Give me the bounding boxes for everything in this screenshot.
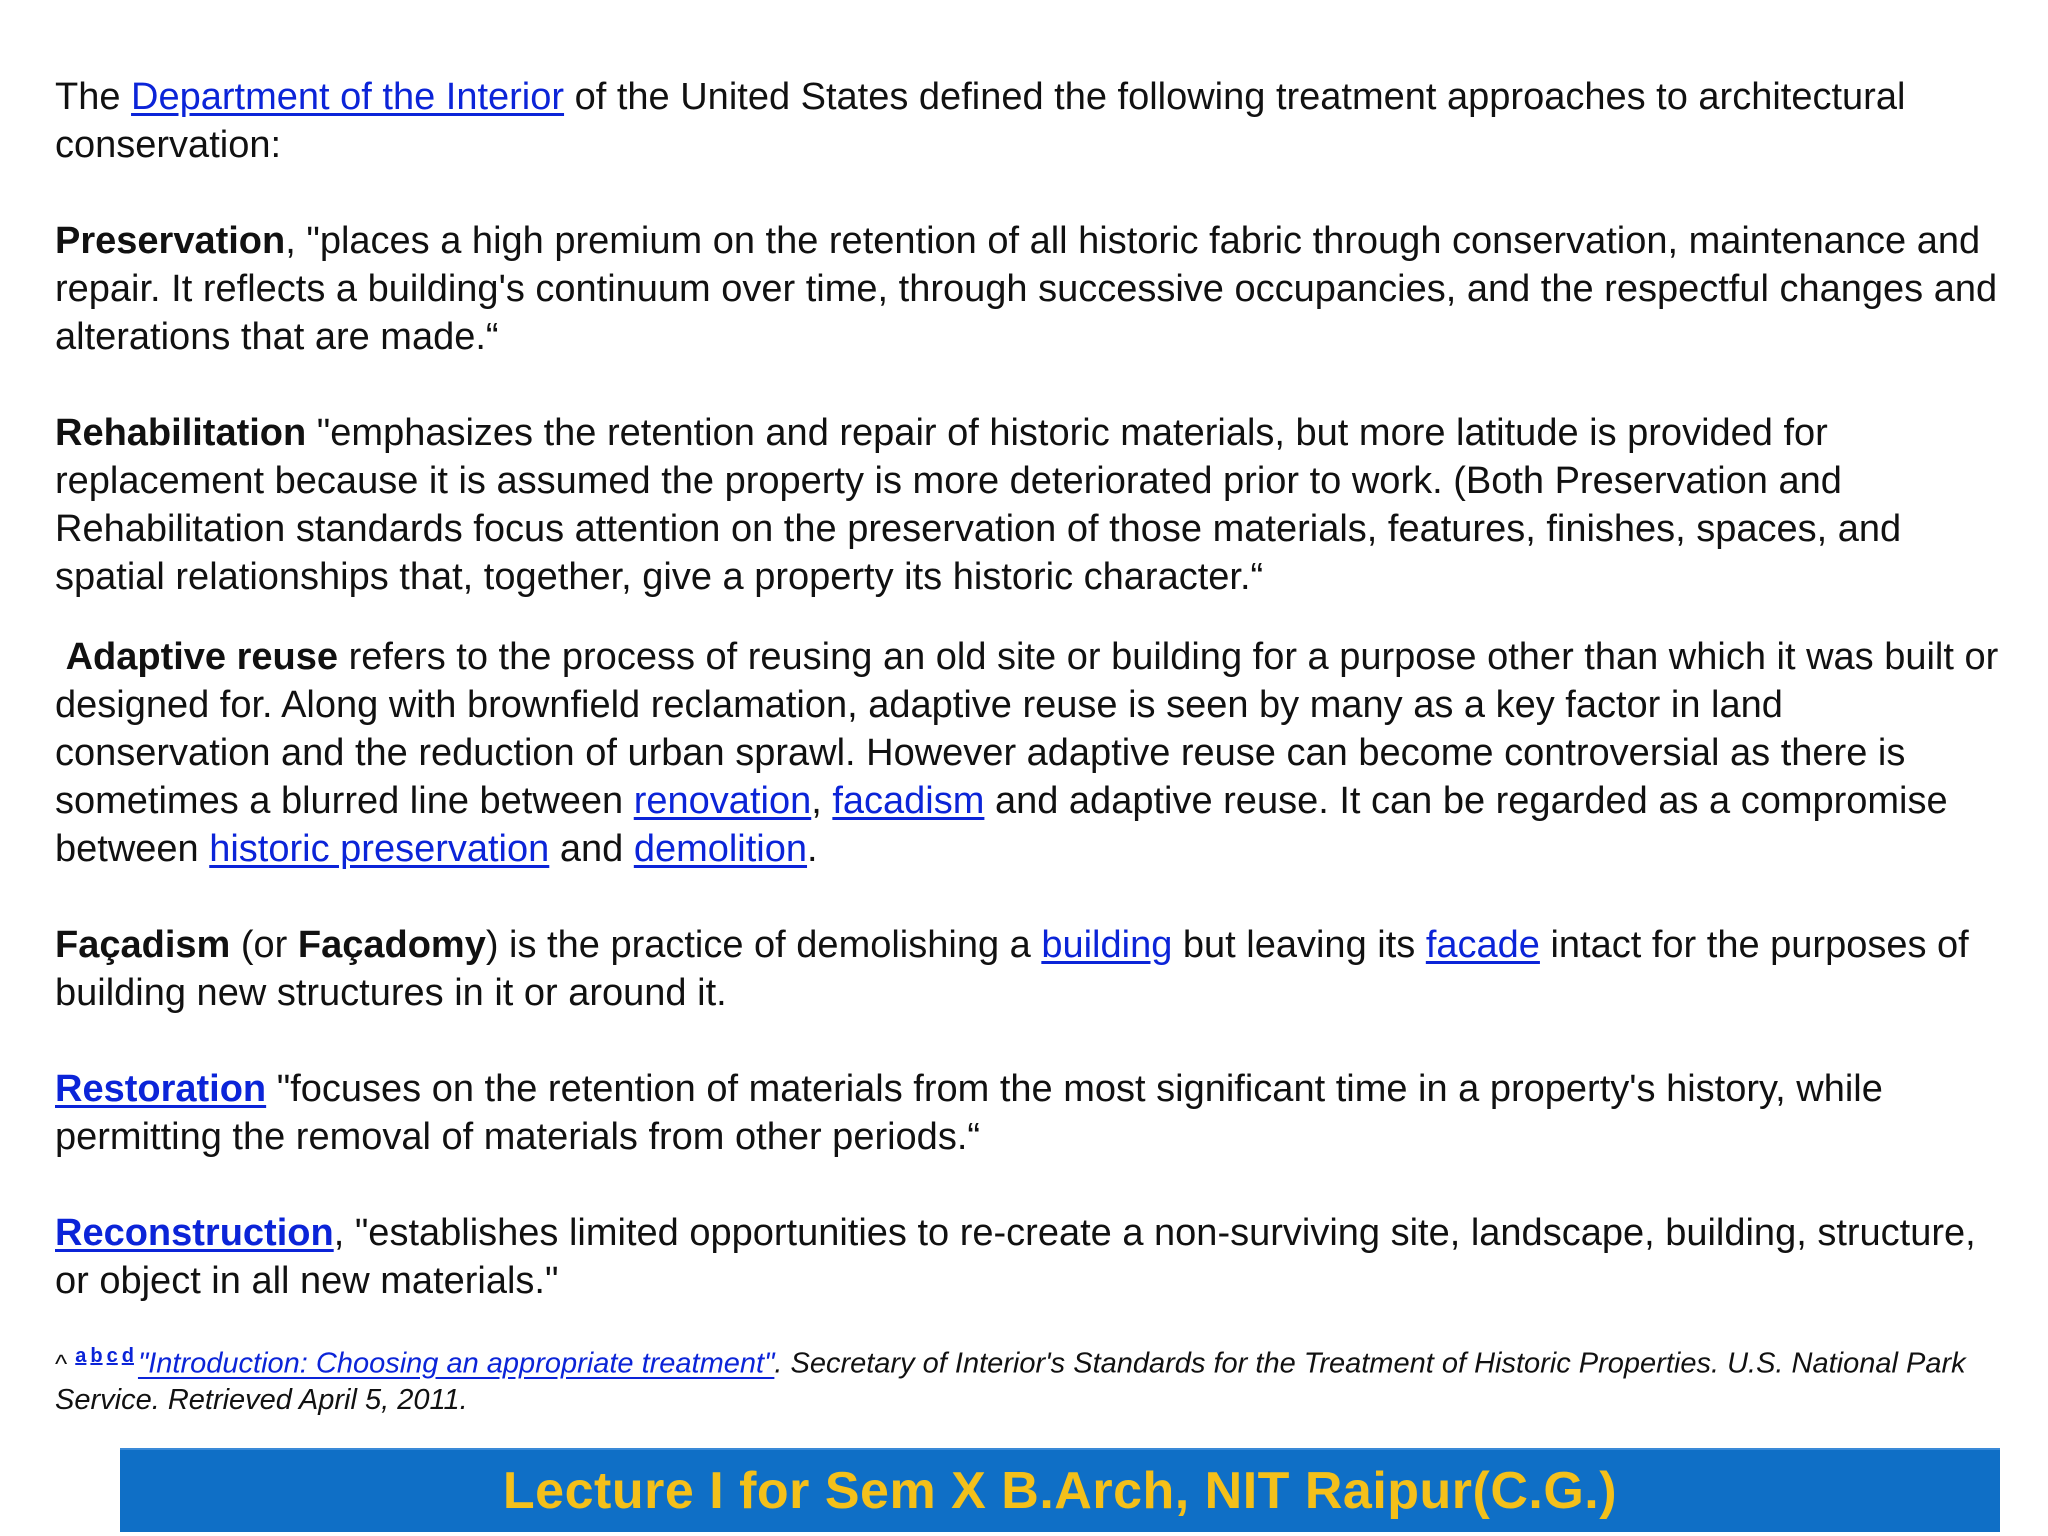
rehabilitation-paragraph [55, 409, 2005, 601]
restoration-paragraph [55, 1065, 2005, 1161]
footnote [55, 1337, 2005, 1418]
lecture-banner [120, 1448, 2000, 1532]
link-renovation[interactable]: renovation [633, 780, 812, 822]
footnote-link[interactable]: "Introduction: Choosing an appropriate treatment" [137, 1347, 775, 1380]
footnote-ref-d[interactable]: d [121, 1345, 134, 1367]
footnote-text: . Secretary of Interior's Standards for the Treatment of Historic Properties. U.S. National Park Service. Retrieved April 5, 2011. [55, 1347, 1966, 1416]
adaptive-reuse-text-1: refers to the process of reusing an old site or building for a purpose other than which it was built or designed for. Along with brownfield reclamation, adaptive reuse is seen by many as a key factor in land conservation and the reduction of urban sprawl. However adaptive reuse can become controversial as there is sometimes a blurred line between [55, 636, 1999, 822]
link-demolition[interactable]: demolition [633, 828, 808, 870]
adaptive-reuse-comma: , [811, 780, 833, 822]
facadism-text-2: but leaving its [1172, 924, 1426, 966]
footnote-ref-b[interactable]: b [90, 1345, 103, 1367]
facadism-text-3: intact for the purposes of building new structures in it or around it. [55, 924, 1969, 1014]
facadism-paragraph [55, 921, 2005, 1017]
footnote-ref-a[interactable]: a [75, 1345, 87, 1367]
slide-content [55, 73, 2005, 1447]
adaptive-reuse-and: and [549, 828, 634, 870]
link-facade[interactable]: facade [1425, 924, 1540, 966]
preservation-term: Preservation [55, 220, 286, 262]
footnote-refs [75, 1341, 138, 1368]
link-department-of-interior[interactable]: Department of the Interior [131, 76, 565, 118]
adaptive-reuse-paragraph [55, 633, 2005, 873]
rehabilitation-text: "emphasizes the retention and repair of historic materials, but more latitude is provided for replacement because it is assumed the property is more deteriorated prior to work. (Both Preservation and Rehabilitation standards focus attention on the preservation of those materials, features, finishes, spaces, and spatial relationships that, together, give a property its historic character.“ [55, 412, 1902, 598]
adaptive-reuse-text-2: and adaptive reuse. It can be regarded as a compromise between [55, 780, 1948, 870]
footnote-ref-c[interactable]: c [106, 1345, 118, 1367]
intro-text-before: The [55, 76, 132, 118]
facadism-term: Façadism [55, 924, 231, 966]
preservation-paragraph [55, 217, 2005, 361]
footnote-caret: ^ [55, 1348, 68, 1379]
facadism-open: (or [230, 924, 298, 966]
rehabilitation-term: Rehabilitation [55, 412, 307, 454]
link-restoration[interactable]: Restoration [55, 1068, 267, 1110]
reconstruction-text: , "establishes limited opportunities to re-create a non-surviving site, landscape, building, structure, or object in all new materials." [55, 1212, 1976, 1302]
restoration-text: "focuses on the retention of materials from the most significant time in a property's history, while permitting the removal of materials from other periods.“ [55, 1068, 1883, 1158]
preservation-text: , "places a high premium on the retention of all historic fabric through conservation, maintenance and repair. It reflects a building's continuum over time, through successive occupancies, and the respectful changes and alterations that are made.“ [55, 220, 1998, 358]
link-facadism[interactable]: facadism [832, 780, 985, 822]
intro-text-after: of the United States defined the following treatment approaches to architectural conservation: [55, 76, 1906, 166]
banner-text: Lecture I for Sem X B.Arch, NIT Raipur(C.G.) [502, 1462, 1618, 1520]
link-reconstruction[interactable]: Reconstruction [55, 1212, 334, 1254]
link-building[interactable]: building [1041, 924, 1173, 966]
intro-paragraph [55, 73, 2005, 169]
link-historic-preservation[interactable]: historic preservation [209, 828, 550, 870]
reconstruction-paragraph [55, 1209, 2005, 1305]
facadomy-term: Façadomy [297, 924, 486, 966]
adaptive-reuse-period: . [807, 828, 818, 870]
facadism-text-1: ) is the practice of demolishing a [485, 924, 1042, 966]
adaptive-reuse-term: Adaptive reuse [65, 636, 339, 678]
